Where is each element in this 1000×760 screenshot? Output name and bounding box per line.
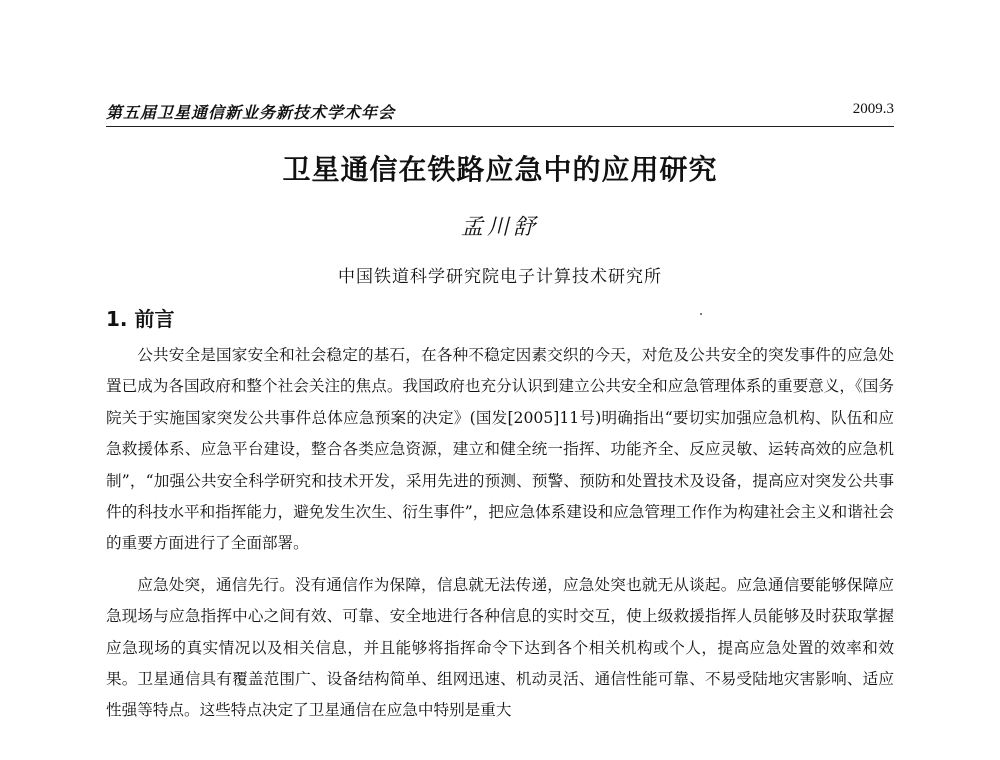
conference-date: 2009.3 [852, 101, 894, 117]
scan-speck [700, 313, 702, 315]
paper-title: 卫星通信在铁路应急中的应用研究 [282, 153, 718, 186]
body-paragraph: 应急处突，通信先行。没有通信作为保障，信息就无法传递，应急处突也就无从谈起。应急通信要能够保障应急现场与应急指挥中心之间有效、可靠、安全地进行各种信息的实时交互，使上级救援指挥人员能够及时获取掌握应急现场的真实情况以及相关信息，并且能够将指挥命令下达到各个相关机构或个人，提高应急处置的效率和效果。卫星通信具有覆盖范围广、设备结构简单、组网迅速、机动灵活、通信性能可靠、不易受陆地灾害影响、适应性强等特点。这些特点决定了卫星通信在应急中特别是重大 [106, 575, 894, 720]
section-body [106, 340, 894, 737]
section-heading: 1. 前言 [106, 307, 175, 331]
body-paragraph: 公共安全是国家安全和社会稳定的基石，在各种不稳定因素交织的今天，对危及公共安全的突发事件的应急处置已成为各国政府和整个社会关注的焦点。我国政府也充分认识到建立公共安全和应急管理体系的重要意义，《国务院关于实施国家突发公共事件总体应急预案的决定》(国发[2005]11号)明确指出“要切实加强应急机构、队伍和应急救援体系、应急平台建设，整合各类应急资源，建立和健全统一指挥、功能齐全、反应灵敏、运转高效的应急机制”，“加强公共安全科学研究和技术开发，采用先进的预测、预警、预防和处置技术及设备，提高应对突发公共事件的科技水平和指挥能力，避免发生次生、衍生事件”，把应急体系建设和应急管理工作作为构建社会主义和谐社会的重要方面进行了全面部署。 [106, 346, 894, 553]
paper-author: 孟川舒 [460, 215, 539, 240]
author-affiliation: 中国铁道科学研究院电子计算技术研究所 [338, 267, 662, 287]
conference-name: 第五届卫星通信新业务新技术学术年会 [106, 103, 396, 122]
running-header [106, 96, 894, 127]
